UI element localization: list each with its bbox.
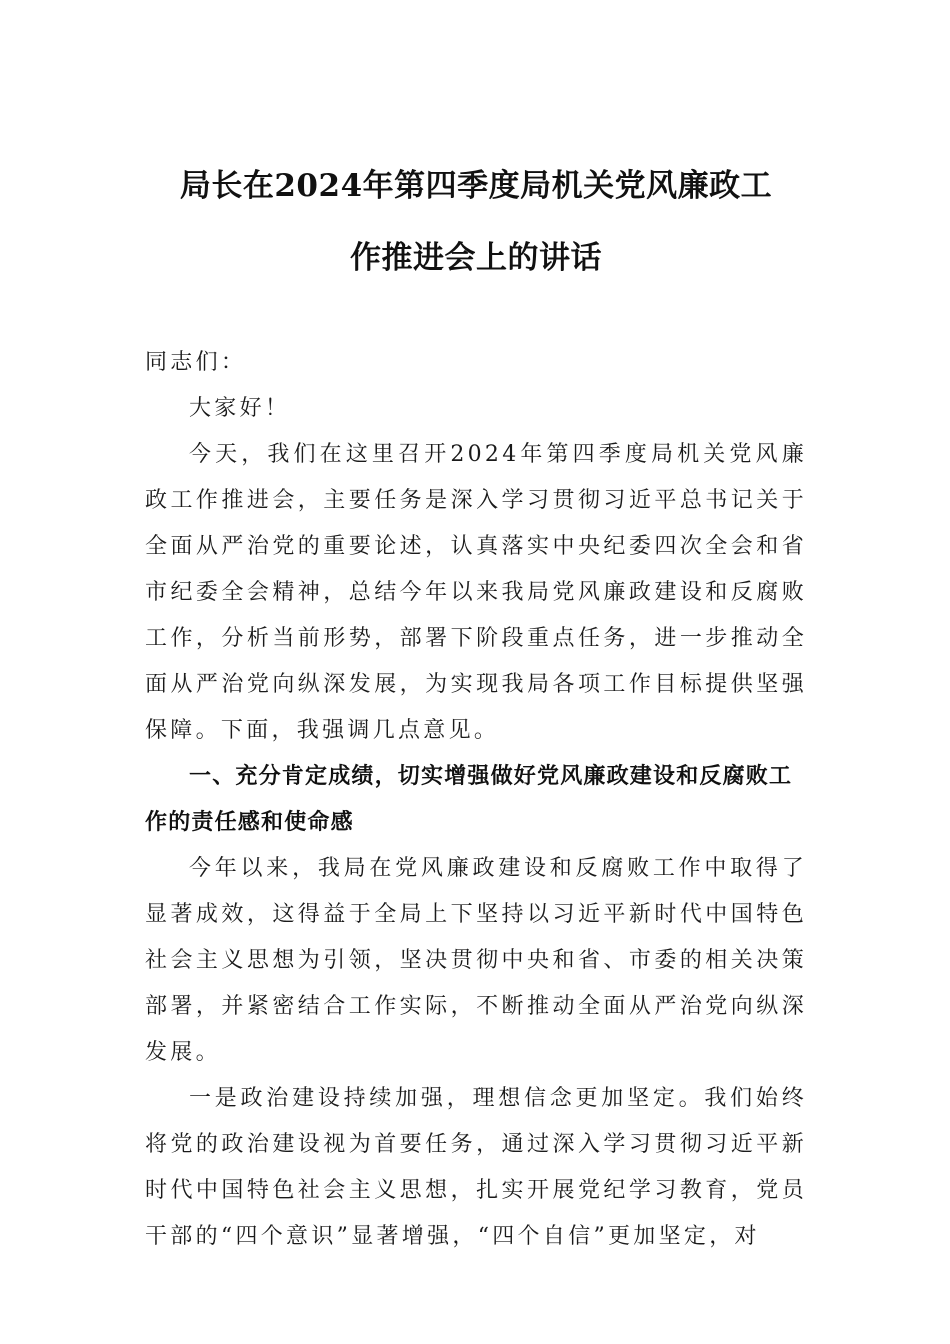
- section1-paragraph-2: 一是政治建设持续加强，理想信念更加坚定。我们始终将党的政治建设视为首要任务，通过深入学习贯彻习近平新时代中国特色社会主义思想，扎实开展党纪学习教育，党员干部的“四个意识”显著增强，“四个自信”更加坚定，对: [145, 1086, 807, 1249]
- title-line-2: 作推进会上的讲话: [350, 240, 602, 276]
- document-title: [145, 150, 807, 294]
- intro-paragraph: 今天，我们在这里召开2024年第四季度局机关党风廉政工作推进会，主要任务是深入学习贯彻习近平总书记关于全面从严治党的重要论述，认真落实中央纪委四次全会和省市纪委全会精神，总结今年以来我局党风廉政建设和反腐败工作，分析当前形势，部署下阶段重点任务，进一步推动全面从严治党向纵深发展，为实现我局各项工作目标提供坚强保障。下面，我强调几点意见。: [145, 442, 807, 743]
- title-spacer: [145, 294, 807, 340]
- title-line-1: 局长在2024年第四季度局机关党风廉政工: [179, 168, 773, 204]
- greeting: 大家好！: [189, 396, 291, 421]
- section1-paragraph-1: 今年以来，我局在党风廉政建设和反腐败工作中取得了显著成效，这得益于全局上下坚持以习近平新时代中国特色社会主义思想为引领，坚决贯彻中央和省、市委的相关决策部署，并紧密结合工作实际，不断推动全面从严治党向纵深发展。: [145, 856, 807, 1065]
- section-heading-1: 一、充分肯定成绩，切实增强做好党风廉政建设和反腐败工作的责任感和使命感: [145, 764, 793, 835]
- salutation: 同志们：: [145, 350, 247, 375]
- document-page: [145, 150, 807, 1260]
